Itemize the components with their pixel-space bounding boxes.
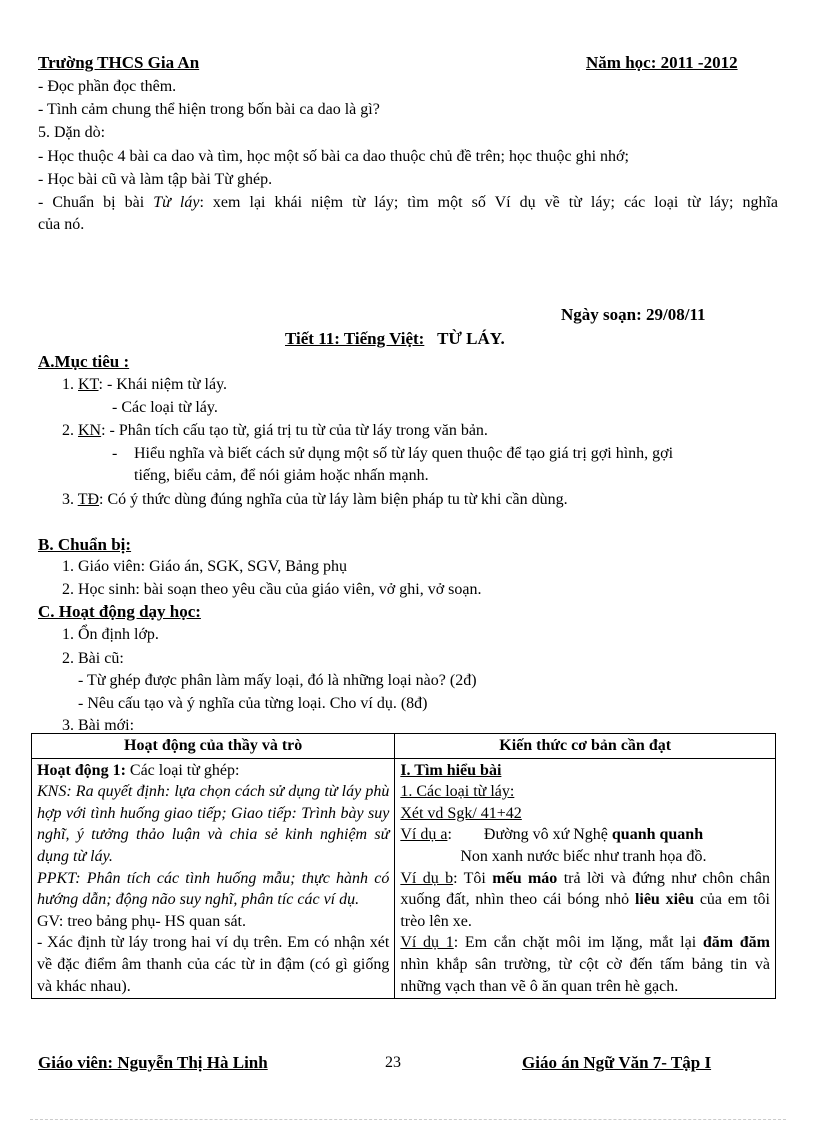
objective-kn-sub: tiếng, biểu cảm, để nói giảm hoặc nhấn mạnh. bbox=[134, 467, 429, 484]
example-ref: Xét vd Sgk/ 41+42 bbox=[400, 804, 522, 822]
footer-book: Giáo án Ngữ Văn 7- Tập I bbox=[522, 1053, 712, 1072]
example-b: Ví dụ b: Tôi mếu máo trả lời và đứng như chôn chân xuống đất, nhìn theo cái bóng nhỏ liêu xiêu của em tôi trèo lên xe. bbox=[400, 869, 771, 930]
intro-line: - Đọc phần đọc thêm. bbox=[38, 78, 177, 95]
footer-teacher: Giáo viên: Nguyễn Thị Hà Linh bbox=[38, 1053, 268, 1072]
page-bottom-divider bbox=[30, 1119, 786, 1120]
activity-item: 2. Bài cũ: bbox=[62, 650, 124, 667]
lesson-table bbox=[31, 733, 776, 999]
intro-line: - Tình cảm chung thể hiện trong bốn bài ca dao là gì? bbox=[38, 101, 380, 118]
intro-line: - Học thuộc 4 bài ca dao và tìm, học một số bài ca dao thuộc chủ đề trên; học thuộc ghi nhớ; bbox=[38, 148, 629, 165]
review-question: - Từ ghép được phân làm mấy loại, đó là những loại nào? (2đ) bbox=[78, 672, 477, 689]
lesson-date: Ngày soạn: 29/08/11 bbox=[561, 305, 706, 324]
objective-kt: 1. KT: - Khái niệm từ láy. bbox=[62, 376, 228, 393]
intro-line: của nó. bbox=[38, 216, 85, 233]
intro-line: - Chuẩn bị bài Từ láy: xem lại khái niệm từ láy; tìm một số Ví dụ về từ láy; các loại từ láy; nghĩa bbox=[38, 194, 779, 211]
activity-item: 3. Bài mới: bbox=[62, 717, 135, 734]
intro-line: - Học bài cũ và làm tập bài Từ ghép. bbox=[38, 171, 273, 188]
example-1: Ví dụ 1: Em cắn chặt môi im lặng, mắt lại đăm đăm nhìn khắp sân trường, từ cột cờ đến tấm bảng tin và những vạch than vẽ ô ăn quan trên hè gạch. bbox=[400, 934, 771, 995]
section-a-heading: A.Mục tiêu : bbox=[38, 352, 130, 371]
col-header-activity: Hoạt động của thầy và trò bbox=[32, 734, 395, 759]
lesson-title: Tiết 11: Tiếng Việt: TỪ LÁY. bbox=[285, 329, 505, 348]
table-header-row bbox=[32, 734, 776, 759]
example-a: Ví dụ a: Đường vô xứ Nghệ quanh quanh bbox=[400, 826, 704, 844]
sub-heading: 1. Các loại từ láy: bbox=[400, 783, 515, 801]
school-name: Trường THCS Gia An bbox=[38, 53, 200, 72]
table-row bbox=[32, 758, 776, 999]
intro-line: 5. Dặn dò: bbox=[38, 124, 106, 141]
section-b-heading: B. Chuẩn bị: bbox=[38, 535, 132, 554]
ppkt-text: PPKT: Phân tích các tình huống mẫu; thực hành có hướng dẫn; động não suy nghĩ, phân tíc các ví dụ. bbox=[37, 869, 390, 909]
activity-cell bbox=[32, 758, 395, 999]
part-heading: I. Tìm hiểu bài bbox=[400, 761, 502, 779]
example-a-line2: Non xanh nước biếc như tranh họa đồ. bbox=[460, 847, 707, 865]
col-header-knowledge: Kiến thức cơ bản cần đạt bbox=[395, 734, 776, 759]
objective-td: 3. TĐ: Có ý thức dùng đúng nghĩa của từ láy làm biện pháp tu từ khi cần dùng. bbox=[62, 491, 568, 508]
objective-kn: 2. KN: - Phân tích cấu tạo từ, giá trị tu từ của từ láy trong văn bản. bbox=[62, 422, 488, 439]
review-question: - Nêu cấu tạo và ý nghĩa của từng loại. Cho ví dụ. (8đ) bbox=[78, 695, 428, 712]
knowledge-cell bbox=[395, 758, 776, 999]
gv-text: GV: treo bảng phụ- HS quan sát. bbox=[37, 912, 246, 930]
section-c-heading: C. Hoạt động dạy học: bbox=[38, 602, 201, 621]
school-year: Năm học: 2011 -2012 bbox=[586, 53, 738, 72]
prep-item: 1. Giáo viên: Giáo án, SGK, SGV, Bảng phụ bbox=[62, 558, 348, 575]
objective-kn-sub: Hiểu nghĩa và biết cách sử dụng một số từ láy quen thuộc để tạo giá trị gợi hình, gợi bbox=[134, 445, 674, 462]
prep-item: 2. Học sinh: bài soạn theo yêu cầu của giáo viên, vở ghi, vở soạn. bbox=[62, 581, 482, 598]
objective-kt-sub: - Các loại từ láy. bbox=[112, 399, 218, 416]
kns-text: KNS: Ra quyết định: lựa chọn cách sử dụng từ láy phù hợp với tình huống giao tiếp; Giao tiếp: Trình bày suy nghĩ, ý tưởng thảo luận và chia sẻ kinh nghiệm sử dụng từ láy. bbox=[37, 783, 390, 865]
activity-title: Hoạt động 1: Các loại từ ghép: bbox=[37, 761, 240, 779]
objective-kn-dash: - bbox=[112, 445, 118, 462]
page-number: 23 bbox=[385, 1054, 401, 1071]
activity-item: 1. Ổn định lớp. bbox=[62, 626, 159, 643]
task-text: - Xác định từ láy trong hai ví dụ trên. Em có nhận xét về đặc điểm âm thanh của các từ in đậm (có gì giống và khác nhau). bbox=[37, 934, 390, 995]
